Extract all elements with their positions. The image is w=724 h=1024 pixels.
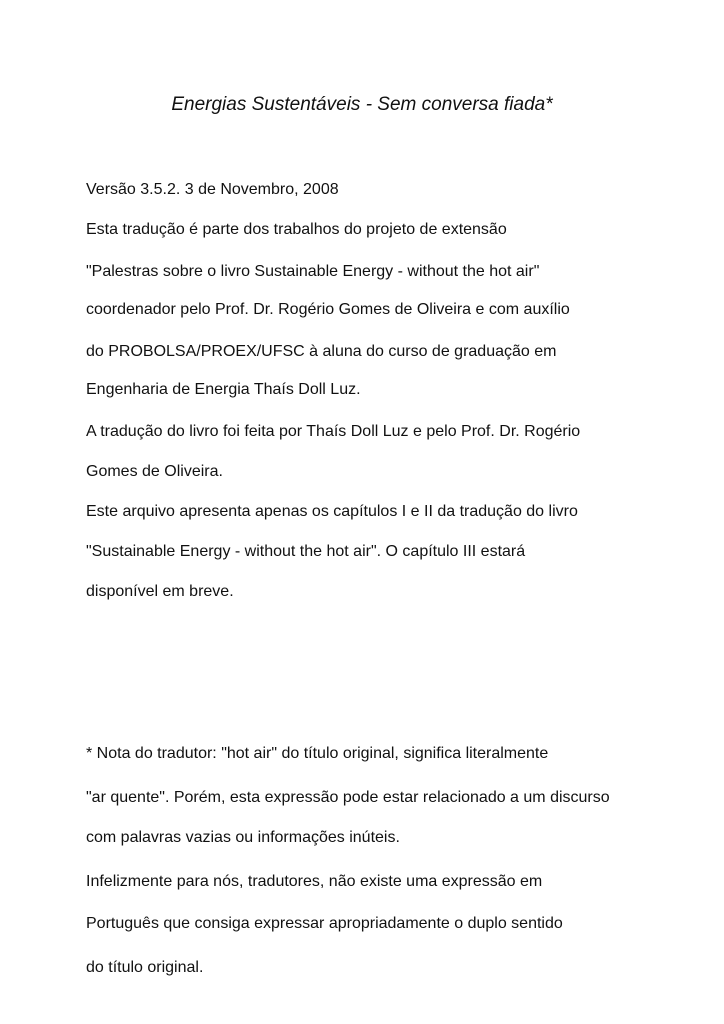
translator-note-line: com palavras vazias ou informações inúteis. (86, 829, 400, 846)
translator-note-line: Infelizmente para nós, tradutores, não existe uma expressão em (86, 873, 543, 890)
body-line: Engenharia de Energia Thaís Doll Luz. (86, 381, 361, 398)
translator-note-line: * Nota do tradutor: "hot air" do título original, significa literalmente (86, 745, 549, 762)
body-line: Este arquivo apresenta apenas os capítulos I e II da tradução do livro (86, 503, 578, 520)
body-line: Esta tradução é parte dos trabalhos do projeto de extensão (86, 221, 507, 238)
body-line: do PROBOLSA/PROEX/UFSC à aluna do curso de graduação em (86, 343, 557, 360)
translator-note-line: Português que consiga expressar apropriadamente o duplo sentido (86, 915, 563, 932)
body-line: coordenador pelo Prof. Dr. Rogério Gomes de Oliveira e com auxílio (86, 301, 570, 318)
body-line: "Sustainable Energy - without the hot air". O capítulo III estará (86, 543, 526, 560)
body-line: A tradução do livro foi feita por Thaís Doll Luz e pelo Prof. Dr. Rogério (86, 423, 581, 440)
translator-note-line: "ar quente". Porém, esta expressão pode estar relacionado a um discurso (86, 789, 610, 806)
version-line: Versão 3.5.2. 3 de Novembro, 2008 (86, 181, 339, 198)
body-line: "Palestras sobre o livro Sustainable Energy - without the hot air" (86, 263, 540, 280)
body-line: Gomes de Oliveira. (86, 463, 223, 480)
document-title: Energias Sustentáveis - Sem conversa fiada* (171, 94, 553, 115)
body-line: disponível em breve. (86, 583, 234, 600)
translator-note-line: do título original. (86, 959, 204, 976)
